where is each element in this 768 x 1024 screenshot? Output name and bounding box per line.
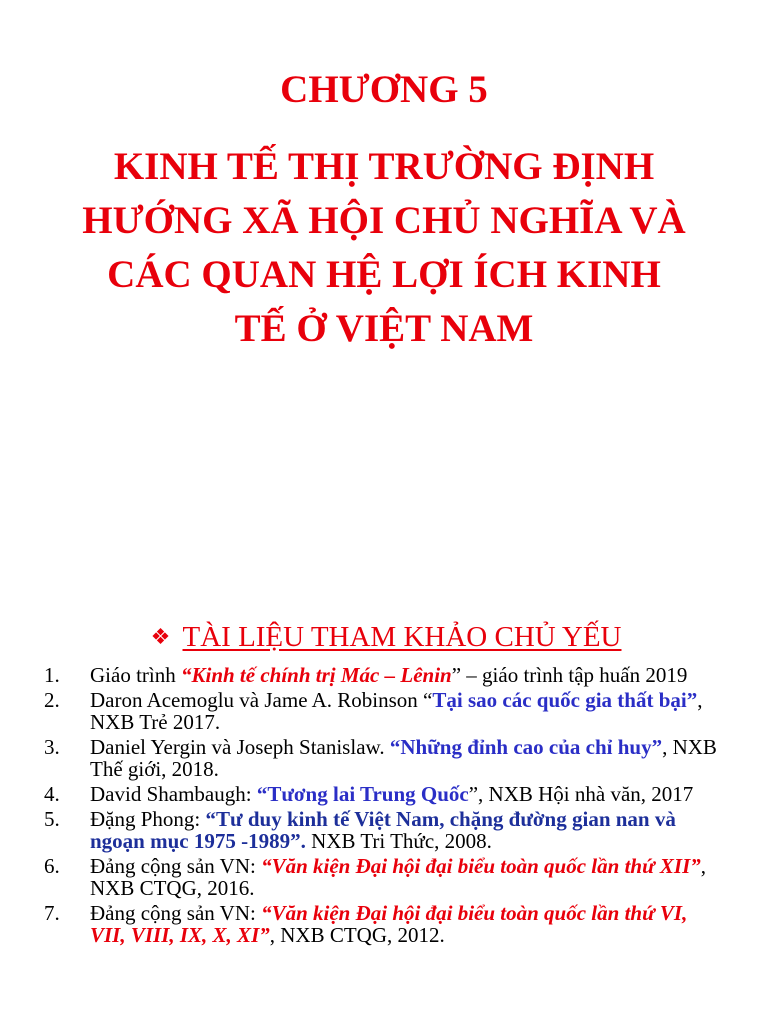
reference-title: “Những đỉnh cao của chỉ huy” [389,735,663,759]
reference-item [0,808,768,852]
reference-list [0,664,768,949]
reference-number: 5. [44,807,60,831]
references-heading [0,618,768,656]
chapter-title [30,140,738,356]
title-line: CÁC QUAN HỆ LỢI ÍCH KINH [107,253,661,296]
reference-title: “Kinh tế chính trị Mác – Lênin [180,663,452,687]
reference-title: “Văn kiện Đại hội đại biểu toàn quốc lần thứ VI, VII, VIII, IX, X, XI” [90,901,688,947]
reference-number: 7. [44,901,60,925]
diamond-bullet-icon: ❖ [150,624,171,649]
reference-text: Đảng cộng sản VN: [90,854,262,878]
reference-item [0,664,768,686]
reference-item [0,689,768,733]
reference-publisher: , NXB Trẻ 2017. [90,688,703,734]
references-heading-text: TÀI LIỆU THAM KHẢO CHỦ YẾU [182,621,622,653]
reference-number: 6. [44,854,60,878]
reference-publisher: , NXB CTQG, 2012. [269,923,445,947]
reference-text: Daron Acemoglu và Jame A. Robinson “ [90,688,433,712]
reference-text: Daniel Yergin và Joseph Stanislaw. [90,735,390,759]
reference-publisher: , NXB Thế giới, 2018. [90,735,717,781]
reference-text: Đảng cộng sản VN: [90,901,262,925]
reference-item [0,855,768,899]
reference-text: Đặng Phong: [90,807,206,831]
reference-title: “Văn kiện Đại hội đại biểu toàn quốc lần thứ XII” [261,854,701,878]
reference-text: David Shambaugh: [90,782,257,806]
reference-number: 2. [44,688,60,712]
reference-item [0,902,768,946]
reference-title: Tại sao các quốc gia thất bại” [432,688,698,712]
reference-number: 4. [44,782,60,806]
reference-publisher: , NXB CTQG, 2016. [90,854,707,900]
reference-number: 1. [44,663,60,687]
reference-number: 3. [44,735,60,759]
reference-item [0,783,768,805]
reference-publisher: NXB Tri Thức, 2008. [305,829,492,853]
reference-title: “Tư duy kinh tế Việt Nam, chặng đường gian nan và ngoạn mục 1975 -1989”. [90,807,676,853]
reference-text: Giáo trình [90,663,181,687]
reference-item [0,736,768,780]
title-line: KINH TẾ THỊ TRƯỜNG ĐỊNH [113,145,655,188]
title-line: TẾ Ở VIỆT NAM [234,307,534,350]
reference-publisher: ”, NXB Hội nhà văn, 2017 [468,782,694,806]
chapter-number: CHƯƠNG 5 [280,68,488,111]
title-line: HƯỚNG XÃ HỘI CHỦ NGHĨA VÀ [82,199,686,242]
reference-publisher: ” – giáo trình tập huấn 2019 [451,663,688,687]
reference-title: “Tương lai Trung Quốc [256,782,469,806]
